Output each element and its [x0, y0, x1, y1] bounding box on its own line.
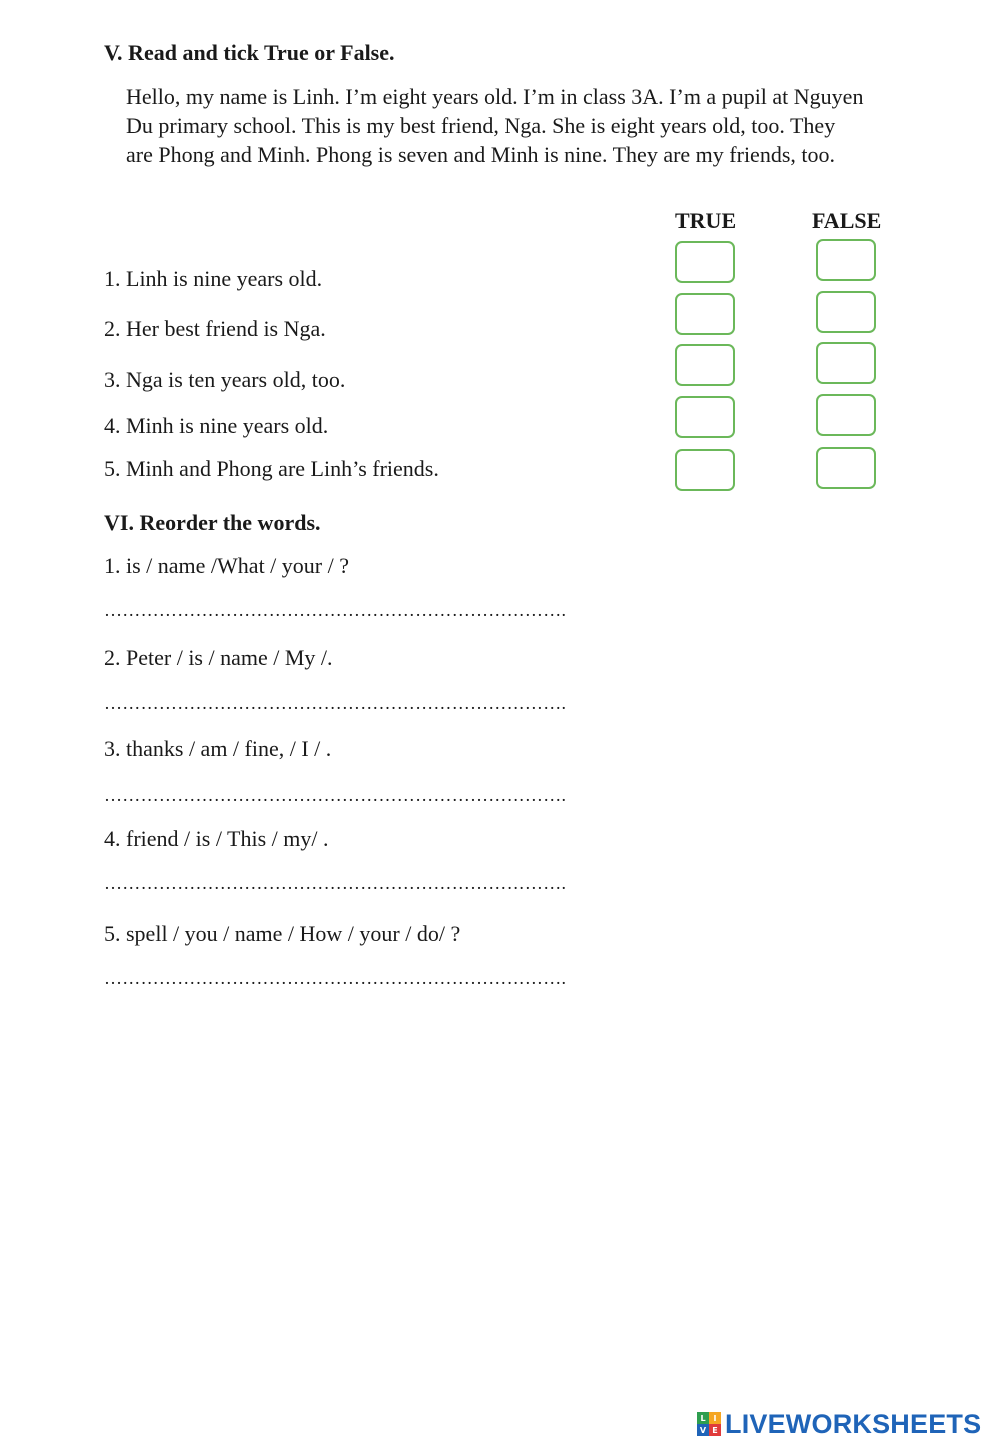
reorder-prompt-2: 2. Peter / is / name / My /.: [104, 645, 333, 670]
reorder-prompt-1: 1. is / name /What / your / ?: [104, 553, 349, 578]
answer-line-5[interactable]: ………………………………………………………………….: [104, 968, 567, 988]
reorder-prompt-3: 3. thanks / am / fine, / I / .: [104, 736, 332, 761]
section-vi-heading: VI. Reorder the words.: [104, 510, 321, 535]
false-checkbox-3[interactable]: [816, 342, 876, 384]
logo-letter-l: L: [697, 1412, 709, 1424]
logo-letter-e: E: [709, 1424, 721, 1436]
true-column-label: TRUE: [675, 208, 737, 233]
logo-letter-i: I: [709, 1412, 721, 1424]
false-checkbox-4[interactable]: [816, 394, 876, 436]
logo-letter-v: V: [697, 1424, 709, 1436]
true-checkbox-5[interactable]: [675, 449, 735, 491]
reorder-prompt-5: 5. spell / you / name / How / your / do/ ?: [104, 921, 461, 946]
statement-5: 5. Minh and Phong are Linh’s friends.: [104, 456, 439, 481]
reorder-prompt-4: 4. friend / is / This / my/ .: [104, 826, 329, 851]
reading-passage: Hello, my name is Linh. I’m eight years old. I’m in class 3A. I’m a pupil at Nguyen Du primary school. This is my best friend, Nga. She is eight years old, too. They are Phong and Minh. Phong is seven and Minh is nine. They are my friends, too.: [126, 84, 864, 167]
statement-2: 2. Her best friend is Nga.: [104, 316, 326, 341]
false-checkbox-5[interactable]: [816, 447, 876, 489]
statement-1: 1. Linh is nine years old.: [104, 266, 323, 291]
true-checkbox-3[interactable]: [675, 344, 735, 386]
section-v-heading: V. Read and tick True or False.: [104, 40, 395, 65]
true-checkbox-1[interactable]: [675, 241, 735, 283]
false-checkbox-1[interactable]: [816, 239, 876, 281]
false-column-label: FALSE: [812, 208, 882, 233]
liveworksheets-logo-icon: [697, 1412, 721, 1436]
liveworksheets-logo: [697, 1408, 981, 1440]
true-checkbox-4[interactable]: [675, 396, 735, 438]
statement-4: 4. Minh is nine years old.: [104, 413, 329, 438]
false-checkbox-2[interactable]: [816, 291, 876, 333]
answer-line-1[interactable]: ………………………………………………………………….: [104, 600, 567, 620]
statement-3: 3. Nga is ten years old, too.: [104, 367, 346, 392]
answer-line-2[interactable]: ………………………………………………………………….: [104, 693, 567, 713]
answer-line-4[interactable]: ………………………………………………………………….: [104, 873, 567, 893]
answer-line-3[interactable]: ………………………………………………………………….: [104, 785, 567, 805]
true-checkbox-2[interactable]: [675, 293, 735, 335]
brand-name: LIVEWORKSHEETS: [725, 1408, 982, 1439]
